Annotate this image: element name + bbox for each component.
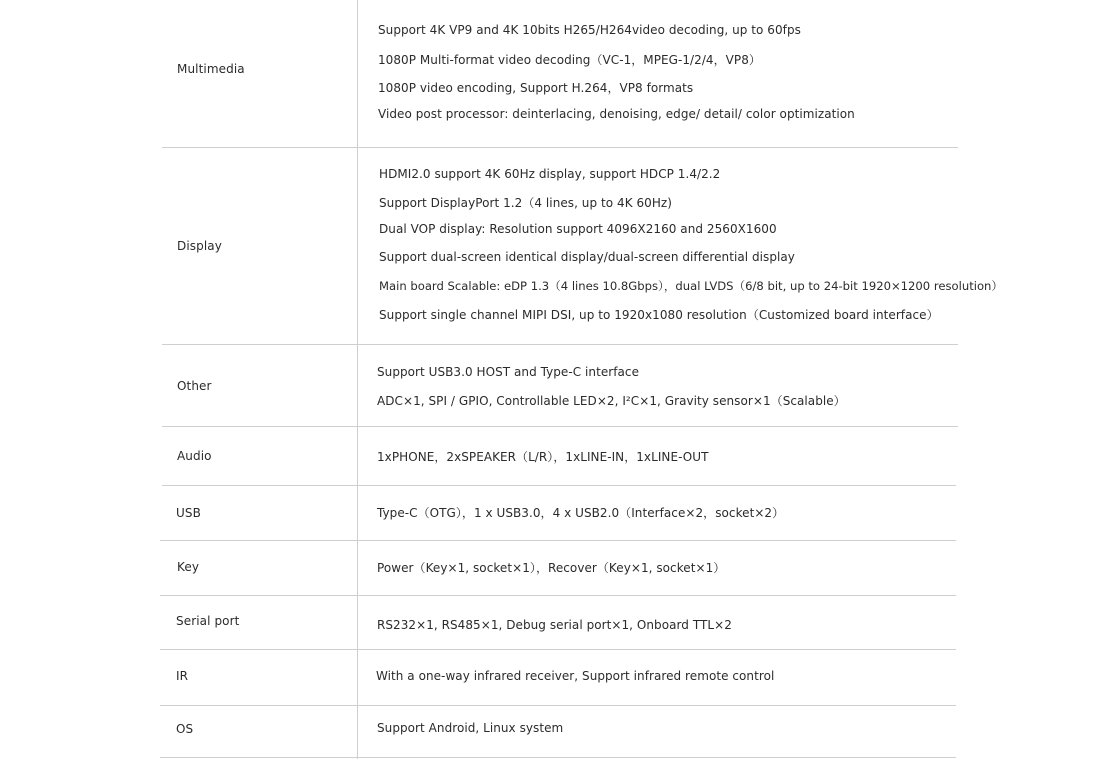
row-label: Multimedia	[177, 62, 245, 76]
row-value-line: HDMI2.0 support 4K 60Hz display, support HDCP 1.4/2.2	[379, 167, 721, 181]
row-divider	[160, 540, 956, 541]
row-value-line: Support Android, Linux system	[377, 721, 564, 735]
row-label: Key	[177, 560, 200, 574]
row-divider	[162, 485, 956, 486]
row-label: IR	[176, 669, 189, 683]
row-value-line: Support single channel MIPI DSI, up to 1920x1080 resolution（Customized board interface）	[379, 308, 939, 322]
row-value-line: 1xPHONE，2xSPEAKER（L/R），1xLINE-IN，1xLINE-OUT	[377, 450, 709, 464]
row-value-line: Support DisplayPort 1.2（4 lines, up to 4K 60Hz)	[379, 196, 672, 210]
row-value-line: Dual VOP display: Resolution support 4096X2160 and 2560X1600	[379, 222, 777, 236]
row-divider	[162, 344, 958, 345]
row-value-line: Power（Key×1, socket×1），Recover（Key×1, socket×1）	[377, 561, 726, 575]
row-divider	[160, 595, 956, 596]
row-divider	[160, 757, 956, 758]
row-label: Display	[177, 239, 222, 253]
row-label: Serial port	[176, 614, 240, 628]
row-label: USB	[176, 506, 201, 520]
row-label: Other	[177, 379, 212, 393]
row-value-line: Main board Scalable: eDP 1.3（4 lines 10.8Gbps），dual LVDS（6/8 bit, up to 24-bit 1920×1200 resolution）	[379, 279, 1003, 293]
row-divider	[160, 649, 956, 650]
column-divider	[357, 0, 358, 759]
row-divider	[160, 705, 956, 706]
row-divider	[162, 147, 958, 148]
row-value-line: Video post processor: deinterlacing, denoising, edge/ detail/ color optimization	[378, 107, 855, 121]
row-value-line: RS232×1, RS485×1, Debug serial port×1, Onboard TTL×2	[377, 618, 732, 632]
row-value-line: Support 4K VP9 and 4K 10bits H265/H264video decoding, up to 60fps	[378, 23, 801, 37]
row-label: Audio	[177, 449, 212, 463]
row-value-line: ADC×1, SPI / GPIO, Controllable LED×2, I²C×1, Gravity sensor×1（Scalable）	[377, 394, 846, 408]
row-label: OS	[176, 722, 194, 736]
row-value-line: 1080P video encoding, Support H.264，VP8 formats	[378, 81, 694, 95]
row-value-line: With a one-way infrared receiver, Support infrared remote control	[376, 669, 775, 683]
row-value-line: Type-C（OTG），1 x USB3.0，4 x USB2.0（Interface×2，socket×2）	[377, 506, 785, 520]
row-divider	[162, 426, 958, 427]
row-value-line: Support dual-screen identical display/dual-screen differential display	[379, 250, 795, 264]
row-value-line: Support USB3.0 HOST and Type-C interface	[377, 365, 640, 379]
row-value-line: 1080P Multi-format video decoding（VC-1，MPEG-1/2/4，VP8）	[378, 53, 761, 67]
